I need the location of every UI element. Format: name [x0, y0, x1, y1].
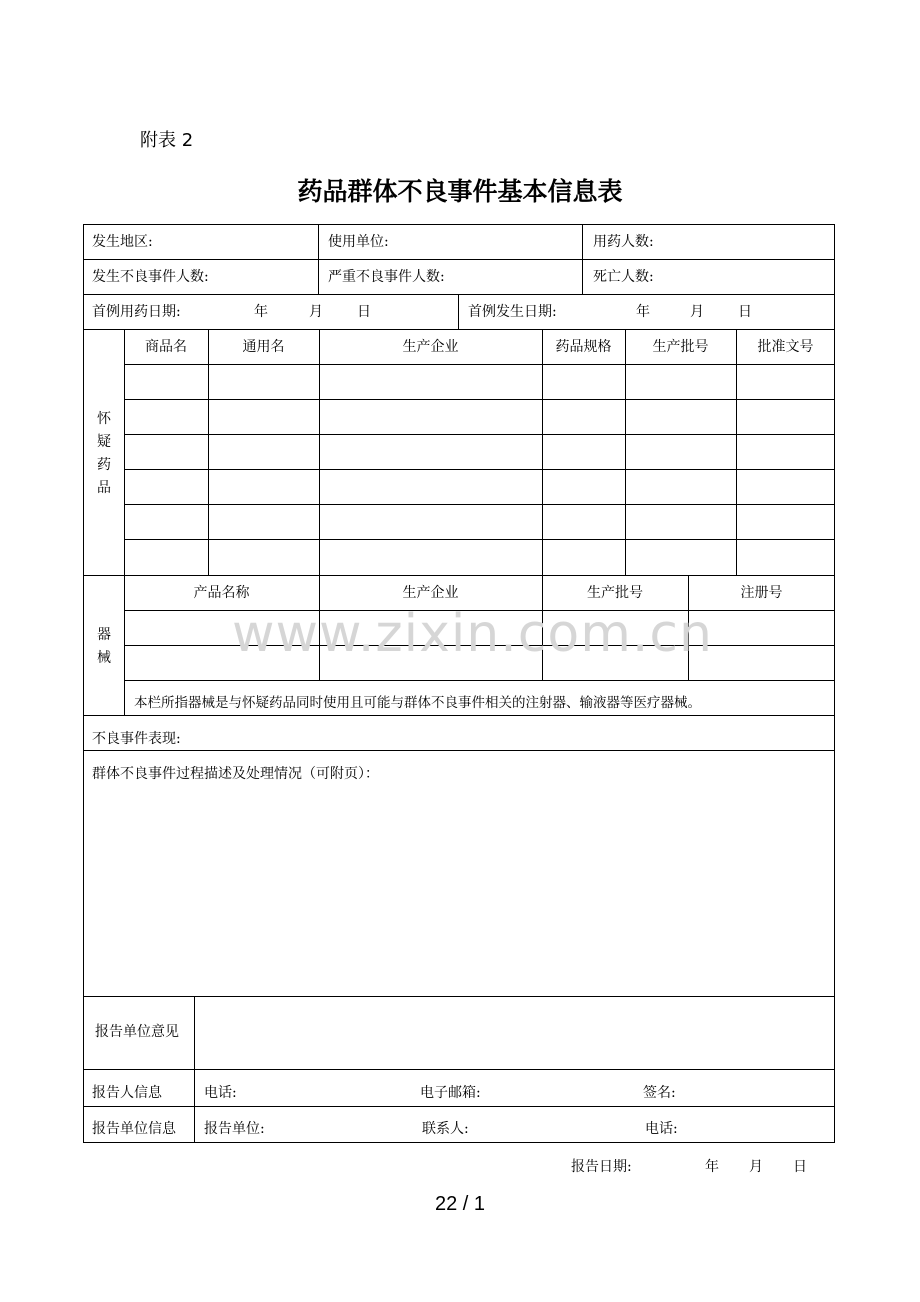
- drug-col-divider: [319, 329, 320, 575]
- drug-row-divider: [124, 364, 835, 365]
- users-count-field[interactable]: 用药人数:: [593, 234, 654, 250]
- adverse-count-field[interactable]: 发生不良事件人数:: [92, 269, 209, 285]
- drug-col-divider: [208, 329, 209, 575]
- section-label-char: 品: [97, 480, 111, 496]
- col-divider: [194, 996, 195, 1143]
- year-label: 年: [705, 1159, 719, 1175]
- phone-field[interactable]: 电话:: [204, 1085, 237, 1101]
- attachment-label: 附表 2: [140, 130, 194, 151]
- col-divider: [318, 224, 319, 294]
- form-title: 药品群体不良事件基本信息表: [297, 177, 623, 206]
- row-divider: [83, 996, 835, 997]
- section-label-char: 疑: [97, 434, 111, 450]
- col-divider: [582, 224, 583, 294]
- form-table: [83, 224, 835, 1143]
- unit-info-label: 报告单位信息: [92, 1121, 176, 1137]
- row-divider: [83, 1069, 835, 1070]
- manifestation-field[interactable]: 不良事件表现:: [92, 731, 181, 747]
- drug-row-divider: [124, 539, 835, 540]
- serious-count-field[interactable]: 严重不良事件人数:: [328, 269, 445, 285]
- death-count-field[interactable]: 死亡人数:: [593, 269, 654, 285]
- section-label-char: 药: [97, 457, 111, 473]
- row-divider: [83, 750, 835, 751]
- drug-header-manufacturer: 生产企业: [402, 339, 459, 355]
- col-divider: [124, 329, 125, 715]
- first-use-date-field[interactable]: 首例用药日期:: [92, 304, 181, 320]
- drug-col-divider: [625, 329, 626, 575]
- drug-row-divider: [124, 504, 835, 505]
- reporter-info-label: 报告人信息: [92, 1085, 162, 1101]
- drug-row-divider: [124, 399, 835, 400]
- process-description-field[interactable]: 群体不良事件过程描述及处理情况（可附页）：: [92, 766, 379, 782]
- month-label: 月: [309, 304, 323, 320]
- month-label: 月: [690, 304, 704, 320]
- device-header-registration-number: 注册号: [740, 585, 783, 601]
- device-header-product-name: 产品名称: [193, 585, 250, 601]
- year-label: 年: [254, 304, 268, 320]
- suspect-drug-section-label: [94, 408, 114, 500]
- unit-opinion-label: 报告单位意见: [95, 1024, 179, 1040]
- day-label: 日: [357, 304, 371, 320]
- section-label-char: 器: [97, 627, 111, 643]
- section-label-char: 械: [97, 650, 111, 666]
- row-divider: [83, 259, 835, 260]
- email-field[interactable]: 电子邮箱:: [420, 1085, 481, 1101]
- device-section-label: [94, 624, 114, 670]
- drug-header-generic-name: 通用名: [242, 339, 285, 355]
- drug-row-divider: [124, 434, 835, 435]
- year-label: 年: [636, 304, 650, 320]
- row-divider: [83, 575, 835, 576]
- row-divider: [83, 294, 835, 295]
- unit-phone-field[interactable]: 电话:: [645, 1121, 678, 1137]
- drug-col-divider: [542, 329, 543, 575]
- device-row-divider: [124, 680, 835, 681]
- report-date-label: 报告日期:: [571, 1159, 632, 1175]
- drug-header-batch-number: 生产批号: [652, 339, 709, 355]
- day-label: 日: [738, 304, 752, 320]
- device-note: 本栏所指器械是与怀疑药品同时使用且可能与群体不良事件相关的注射器、输液器等医疗器械。: [134, 695, 701, 711]
- reporting-unit-field[interactable]: 报告单位:: [204, 1121, 265, 1137]
- row-divider: [83, 1106, 835, 1107]
- watermark: www.zixin.com.cn: [232, 604, 713, 664]
- drug-header-trade-name: 商品名: [145, 339, 187, 355]
- using-unit-field[interactable]: 使用单位:: [328, 234, 389, 250]
- drug-row-divider: [124, 469, 835, 470]
- drug-col-divider: [736, 329, 737, 575]
- device-header-manufacturer: 生产企业: [402, 585, 459, 601]
- first-occur-date-field[interactable]: 首例发生日期:: [468, 304, 557, 320]
- contact-person-field[interactable]: 联系人:: [422, 1121, 469, 1137]
- day-label: 日: [793, 1159, 807, 1175]
- row-divider: [83, 329, 835, 330]
- drug-header-specification: 药品规格: [555, 339, 612, 355]
- month-label: 月: [749, 1159, 763, 1175]
- drug-header-approval-number: 批准文号: [757, 339, 814, 355]
- device-header-batch-number: 生产批号: [587, 585, 643, 601]
- signature-field[interactable]: 签名:: [643, 1085, 676, 1101]
- region-field[interactable]: 发生地区:: [92, 234, 153, 250]
- section-label-char: 怀: [97, 411, 111, 427]
- row-divider: [83, 715, 835, 716]
- page-number: 22 / 1: [434, 1193, 486, 1215]
- col-divider: [458, 294, 459, 329]
